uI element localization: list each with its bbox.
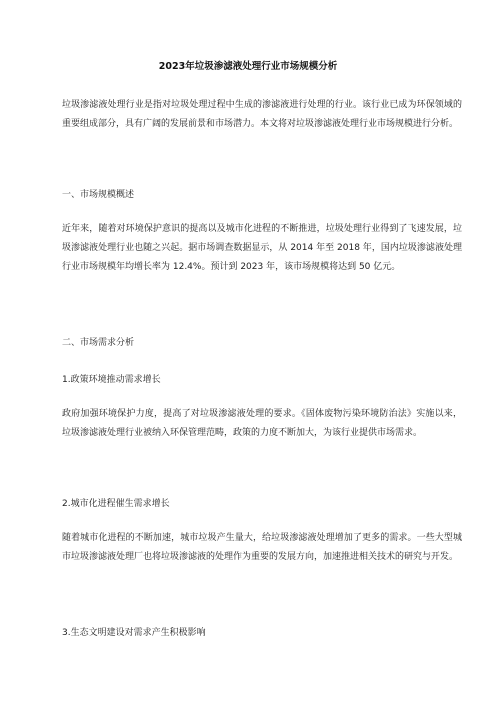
section-1-paragraph: 近年来，随着对环境保护意识的提高以及城市化进程的不断推进，垃圾处理行业得到了飞速发展，垃圾渗滤液处理行业也随之兴起。据市场调查数据显示，从 2014 年至 2018 年，国内垃圾渗滤液处理行业市场规模年均增长率为 12.4%。预计到 2023 年，该市场规模将达到 50 亿元。 xyxy=(62,224,462,272)
section-1-heading: 一、市场规模概述 xyxy=(62,190,135,200)
section-2-heading: 二、市场需求分析 xyxy=(62,338,135,348)
subsection-2-paragraph: 随着城市化进程的不断加速，城市垃圾产生量大，给垃圾渗滤液处理增加了更多的需求。一些大型城市垃圾渗滤液处理厂也将垃圾渗滤液的处理作为重要的发展方向，加速推进相关技术的研究与开发。 xyxy=(62,533,462,562)
subsection-1-heading: 1.政策环境推动需求增长 xyxy=(62,375,161,385)
intro-paragraph: 垃圾渗滤液处理行业是指对垃圾处理过程中生成的渗滤液进行处理的行业。该行业已成为环保领域的重要组成部分，具有广阔的发展前景和市场潜力。本文将对垃圾渗滤液处理行业市场规模进行分析。 xyxy=(62,100,462,129)
subsection-2-heading: 2.城市化进程催生需求增长 xyxy=(62,499,170,509)
subsection-3-heading: 3.生态文明建设对需求产生积极影响 xyxy=(62,628,206,638)
document-title: 2023年垃圾渗滤液处理行业市场规模分析 xyxy=(158,61,338,72)
subsection-1-paragraph: 政府加强环境保护力度，提高了对垃圾渗滤液处理的要求。《固体废物污染环境防治法》实施以来，垃圾渗滤液处理行业被纳入环保管理范畴，政策的力度不断加大，为该行业提供市场需求。 xyxy=(62,409,462,438)
